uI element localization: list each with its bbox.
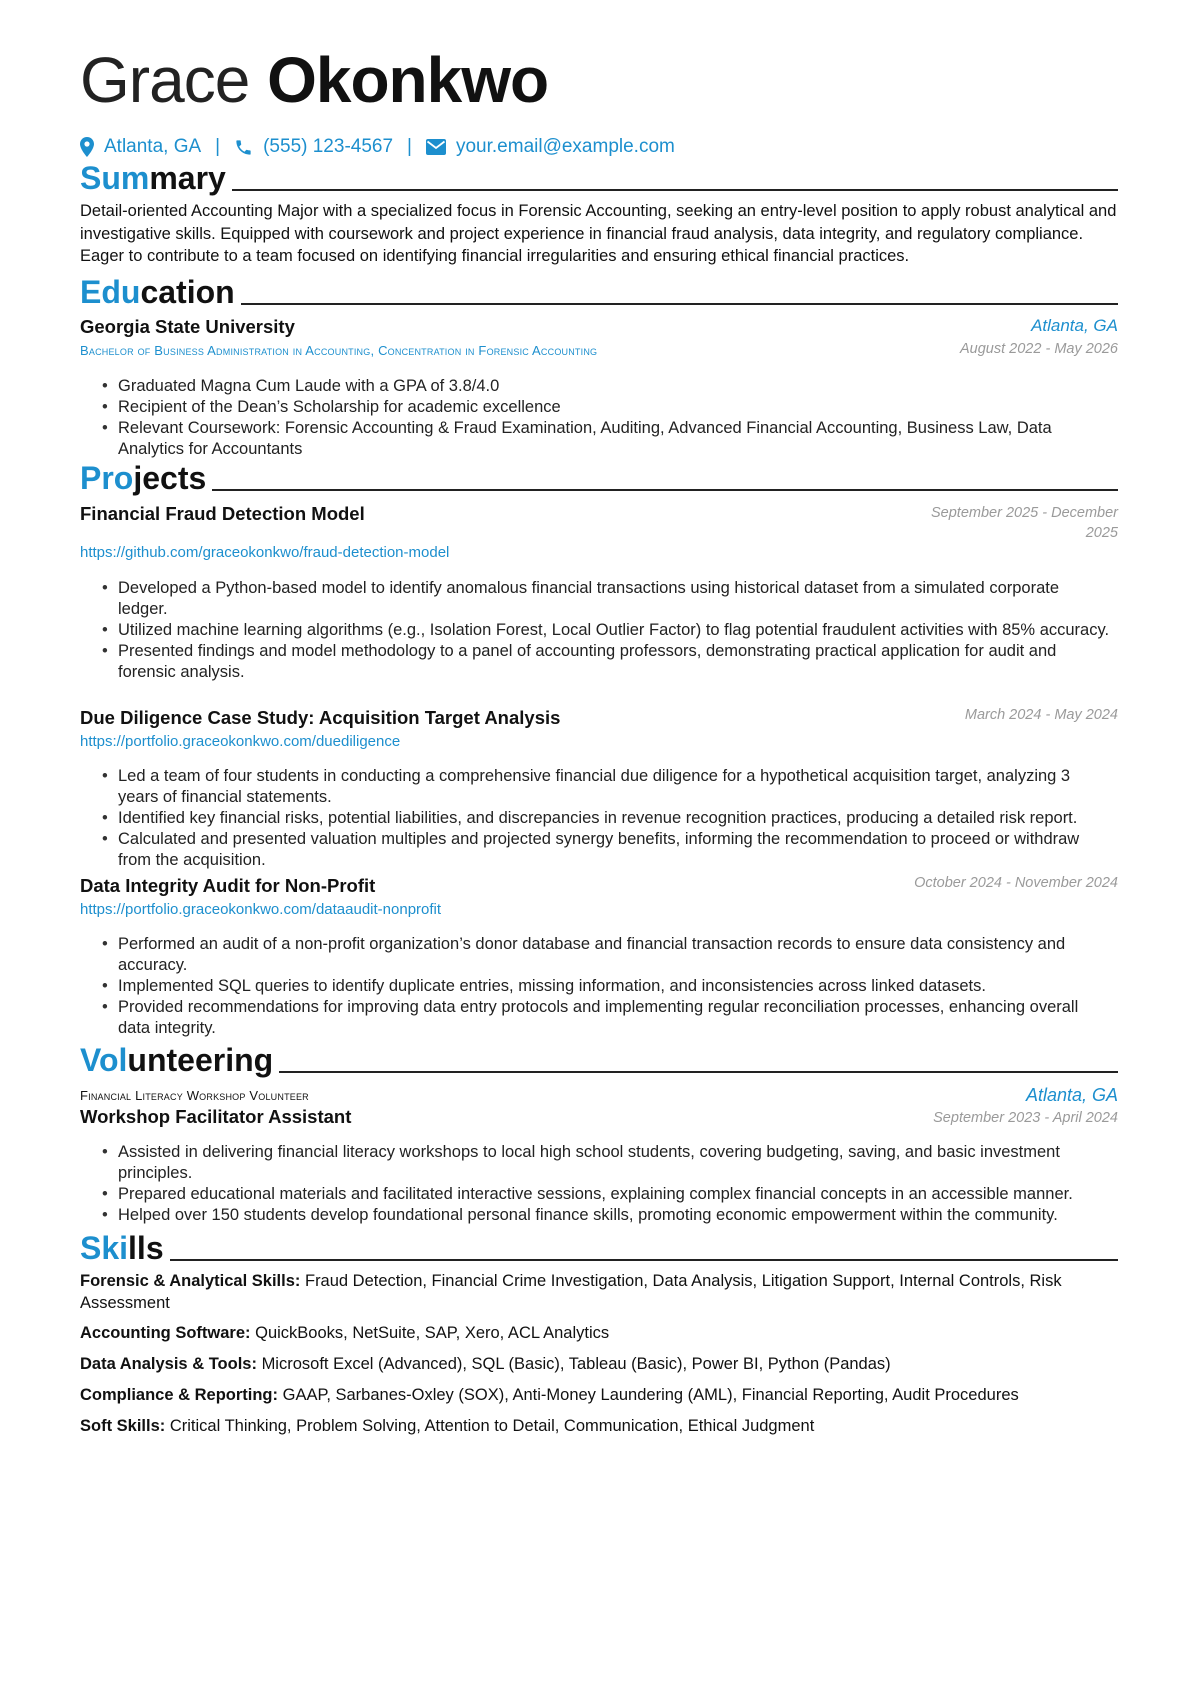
contact-phone[interactable] xyxy=(234,136,393,158)
list-item: • Graduated Magna Cum Laude with a GPA of 3.8/4.0 xyxy=(80,376,1118,397)
skill-row xyxy=(80,1322,1118,1344)
section-title xyxy=(80,274,235,310)
section-rule xyxy=(212,489,1118,491)
section-title-highlight: Pro xyxy=(80,460,134,496)
volunteering-heading xyxy=(80,1038,1118,1078)
school-name: Georgia State University xyxy=(80,316,295,337)
location-text: Atlanta, GA xyxy=(104,136,202,157)
section-title xyxy=(80,1042,273,1078)
education-heading xyxy=(80,270,1118,310)
project-link[interactable]: https://github.com/graceokonkwo/fraud-detection-model xyxy=(80,544,450,561)
education-bullets xyxy=(80,376,1118,460)
skill-value: QuickBooks, NetSuite, SAP, Xero, ACL Analytics xyxy=(255,1324,610,1342)
projects-heading xyxy=(80,456,1118,496)
section-title-highlight: Sum xyxy=(80,160,150,196)
project-bullets xyxy=(80,578,1118,683)
list-item: • Implemented SQL queries to identify duplicate entries, missing information, and inconsistencies across linked datasets. xyxy=(80,976,1118,997)
project-link[interactable]: https://portfolio.graceokonkwo.com/duediligence xyxy=(80,733,401,750)
list-item: • Relevant Coursework: Forensic Accounting & Fraud Examination, Auditing, Advanced Financial Accounting, Business Law, Data Analytics for Accountants xyxy=(80,418,1118,460)
resume-name xyxy=(80,40,548,120)
volunteer-dates: September 2023 - April 2024 xyxy=(933,1110,1118,1126)
volunteer-bullets xyxy=(80,1142,1118,1226)
project-bullets xyxy=(80,934,1118,1039)
section-title xyxy=(80,1230,164,1266)
skill-value: Critical Thinking, Problem Solving, Attention to Detail, Communication, Ethical Judgment xyxy=(169,1417,815,1435)
summary-heading xyxy=(80,156,1118,196)
list-item: • Led a team of four students in conducting a comprehensive financial due diligence for a hypothetical acquisition target, analyzing 3 years of financial statements. xyxy=(80,766,1118,808)
contact-location xyxy=(80,136,201,158)
first-name: Grace xyxy=(80,44,250,116)
skill-value: GAAP, Sarbanes-Oxley (SOX), Anti-Money Laundering (AML), Financial Reporting, Audit Procedures xyxy=(282,1386,1019,1404)
envelope-icon xyxy=(426,139,446,155)
section-title xyxy=(80,460,206,496)
last-name: Okonkwo xyxy=(267,44,549,116)
section-title-rest: cation xyxy=(140,274,235,310)
list-item: • Presented findings and model methodology to a panel of accounting professors, demonstrating practical application for audit and forensic analysis. xyxy=(80,641,1118,683)
section-title-rest: mary xyxy=(149,160,226,196)
skill-label: Data Analysis & Tools: xyxy=(80,1355,257,1373)
project-name: Due Diligence Case Study: Acquisition Target Analysis xyxy=(80,707,561,728)
map-pin-icon xyxy=(80,137,94,157)
section-title-highlight: Vol xyxy=(80,1042,128,1078)
list-item: • Prepared educational materials and facilitated interactive sessions, explaining complex financial concepts in an accessible manner. xyxy=(80,1184,1118,1205)
section-title-highlight: Ski xyxy=(80,1230,129,1266)
skill-row xyxy=(80,1384,1118,1406)
section-rule xyxy=(170,1259,1118,1261)
skill-label: Soft Skills: xyxy=(80,1417,166,1435)
project-name: Data Integrity Audit for Non-Profit xyxy=(80,875,376,896)
summary-text: Detail-oriented Accounting Major with a specialized focus in Forensic Accounting, seeking an entry-level position to apply robust analytical and investigative skills. Equipped with coursework and project experience in financial fraud analysis, data integrity, and regulatory compliance. Eager to contribute to a team focused on identifying financial irregularities and ensuring ethical financial practices. xyxy=(80,202,1117,265)
section-title xyxy=(80,160,226,196)
skill-row xyxy=(80,1270,1118,1314)
skill-row xyxy=(80,1415,1118,1437)
project-dates: October 2024 - November 2024 xyxy=(914,875,1118,891)
list-item: • Recipient of the Dean’s Scholarship for academic excellence xyxy=(80,397,1118,418)
project-link[interactable]: https://portfolio.graceokonkwo.com/dataaudit-nonprofit xyxy=(80,901,442,918)
list-item: • Calculated and presented valuation multiples and projected synergy benefits, informing the recommendation to proceed or withdraw from the acquisition. xyxy=(80,829,1118,871)
phone-text: (555) 123-4567 xyxy=(263,136,394,157)
phone-icon xyxy=(234,138,253,157)
section-rule xyxy=(232,189,1118,191)
volunteer-role: Workshop Facilitator Assistant xyxy=(80,1106,352,1127)
skill-value: Fraud Detection, Financial Crime Investigation, Data Analysis, Litigation Support, Internal Controls, Risk Assessment xyxy=(80,1272,1062,1312)
skill-row xyxy=(80,1353,1118,1375)
list-item: • Assisted in delivering financial literacy workshops to local high school students, covering budgeting, saving, and basic investment principles. xyxy=(80,1142,1118,1184)
list-item: • Helped over 150 students develop foundational personal finance skills, promoting economic empowerment within the community. xyxy=(80,1205,1118,1226)
list-item: • Provided recommendations for improving data entry protocols and implementing regular reconciliation processes, enhancing overall data integrity. xyxy=(80,997,1118,1039)
section-rule xyxy=(241,303,1118,305)
degree-title: Bachelor of Business Administration in Accounting, Concentration in Forensic Accounting xyxy=(80,343,598,358)
project-dates: September 2025 - December 2025 xyxy=(931,505,1118,541)
volunteer-location: Atlanta, GA xyxy=(1025,1085,1118,1105)
list-item: • Developed a Python-based model to identify anomalous financial transactions using historical dataset from a simulated corporate ledger. xyxy=(80,578,1118,620)
email-text: your.email@example.com xyxy=(455,136,675,157)
list-item: • Utilized machine learning algorithms (e.g., Isolation Forest, Local Outlier Factor) to flag potential fraudulent activities with 85% accuracy. xyxy=(80,620,1118,641)
section-title-highlight: Edu xyxy=(80,274,141,310)
section-title-rest: lls xyxy=(128,1230,164,1266)
list-item: • Identified key financial risks, potential liabilities, and discrepancies in revenue recognition practices, producing a detailed risk report. xyxy=(80,808,1118,829)
volunteer-organization: Financial Literacy Workshop Volunteer xyxy=(80,1088,309,1103)
skill-value: Microsoft Excel (Advanced), SQL (Basic), Tableau (Basic), Power BI, Python (Pandas) xyxy=(261,1355,891,1373)
skills-heading xyxy=(80,1226,1118,1266)
contact-separator: | xyxy=(407,136,412,157)
section-title-rest: jects xyxy=(133,460,207,496)
project-dates: March 2024 - May 2024 xyxy=(964,707,1118,723)
school-location: Atlanta, GA xyxy=(1031,316,1118,335)
contact-email[interactable] xyxy=(426,136,675,158)
project-bullets xyxy=(80,766,1118,871)
skill-label: Compliance & Reporting: xyxy=(80,1386,279,1404)
project-name: Financial Fraud Detection Model xyxy=(80,503,365,524)
section-title-rest: unteering xyxy=(127,1042,274,1078)
list-item: • Performed an audit of a non-profit organization’s donor database and financial transaction records to ensure data consistency and accuracy. xyxy=(80,934,1118,976)
skill-label: Accounting Software: xyxy=(80,1324,251,1342)
section-rule xyxy=(279,1071,1118,1073)
skill-label: Forensic & Analytical Skills: xyxy=(80,1272,301,1290)
contact-separator: | xyxy=(215,136,221,157)
education-dates: August 2022 - May 2026 xyxy=(960,341,1118,357)
